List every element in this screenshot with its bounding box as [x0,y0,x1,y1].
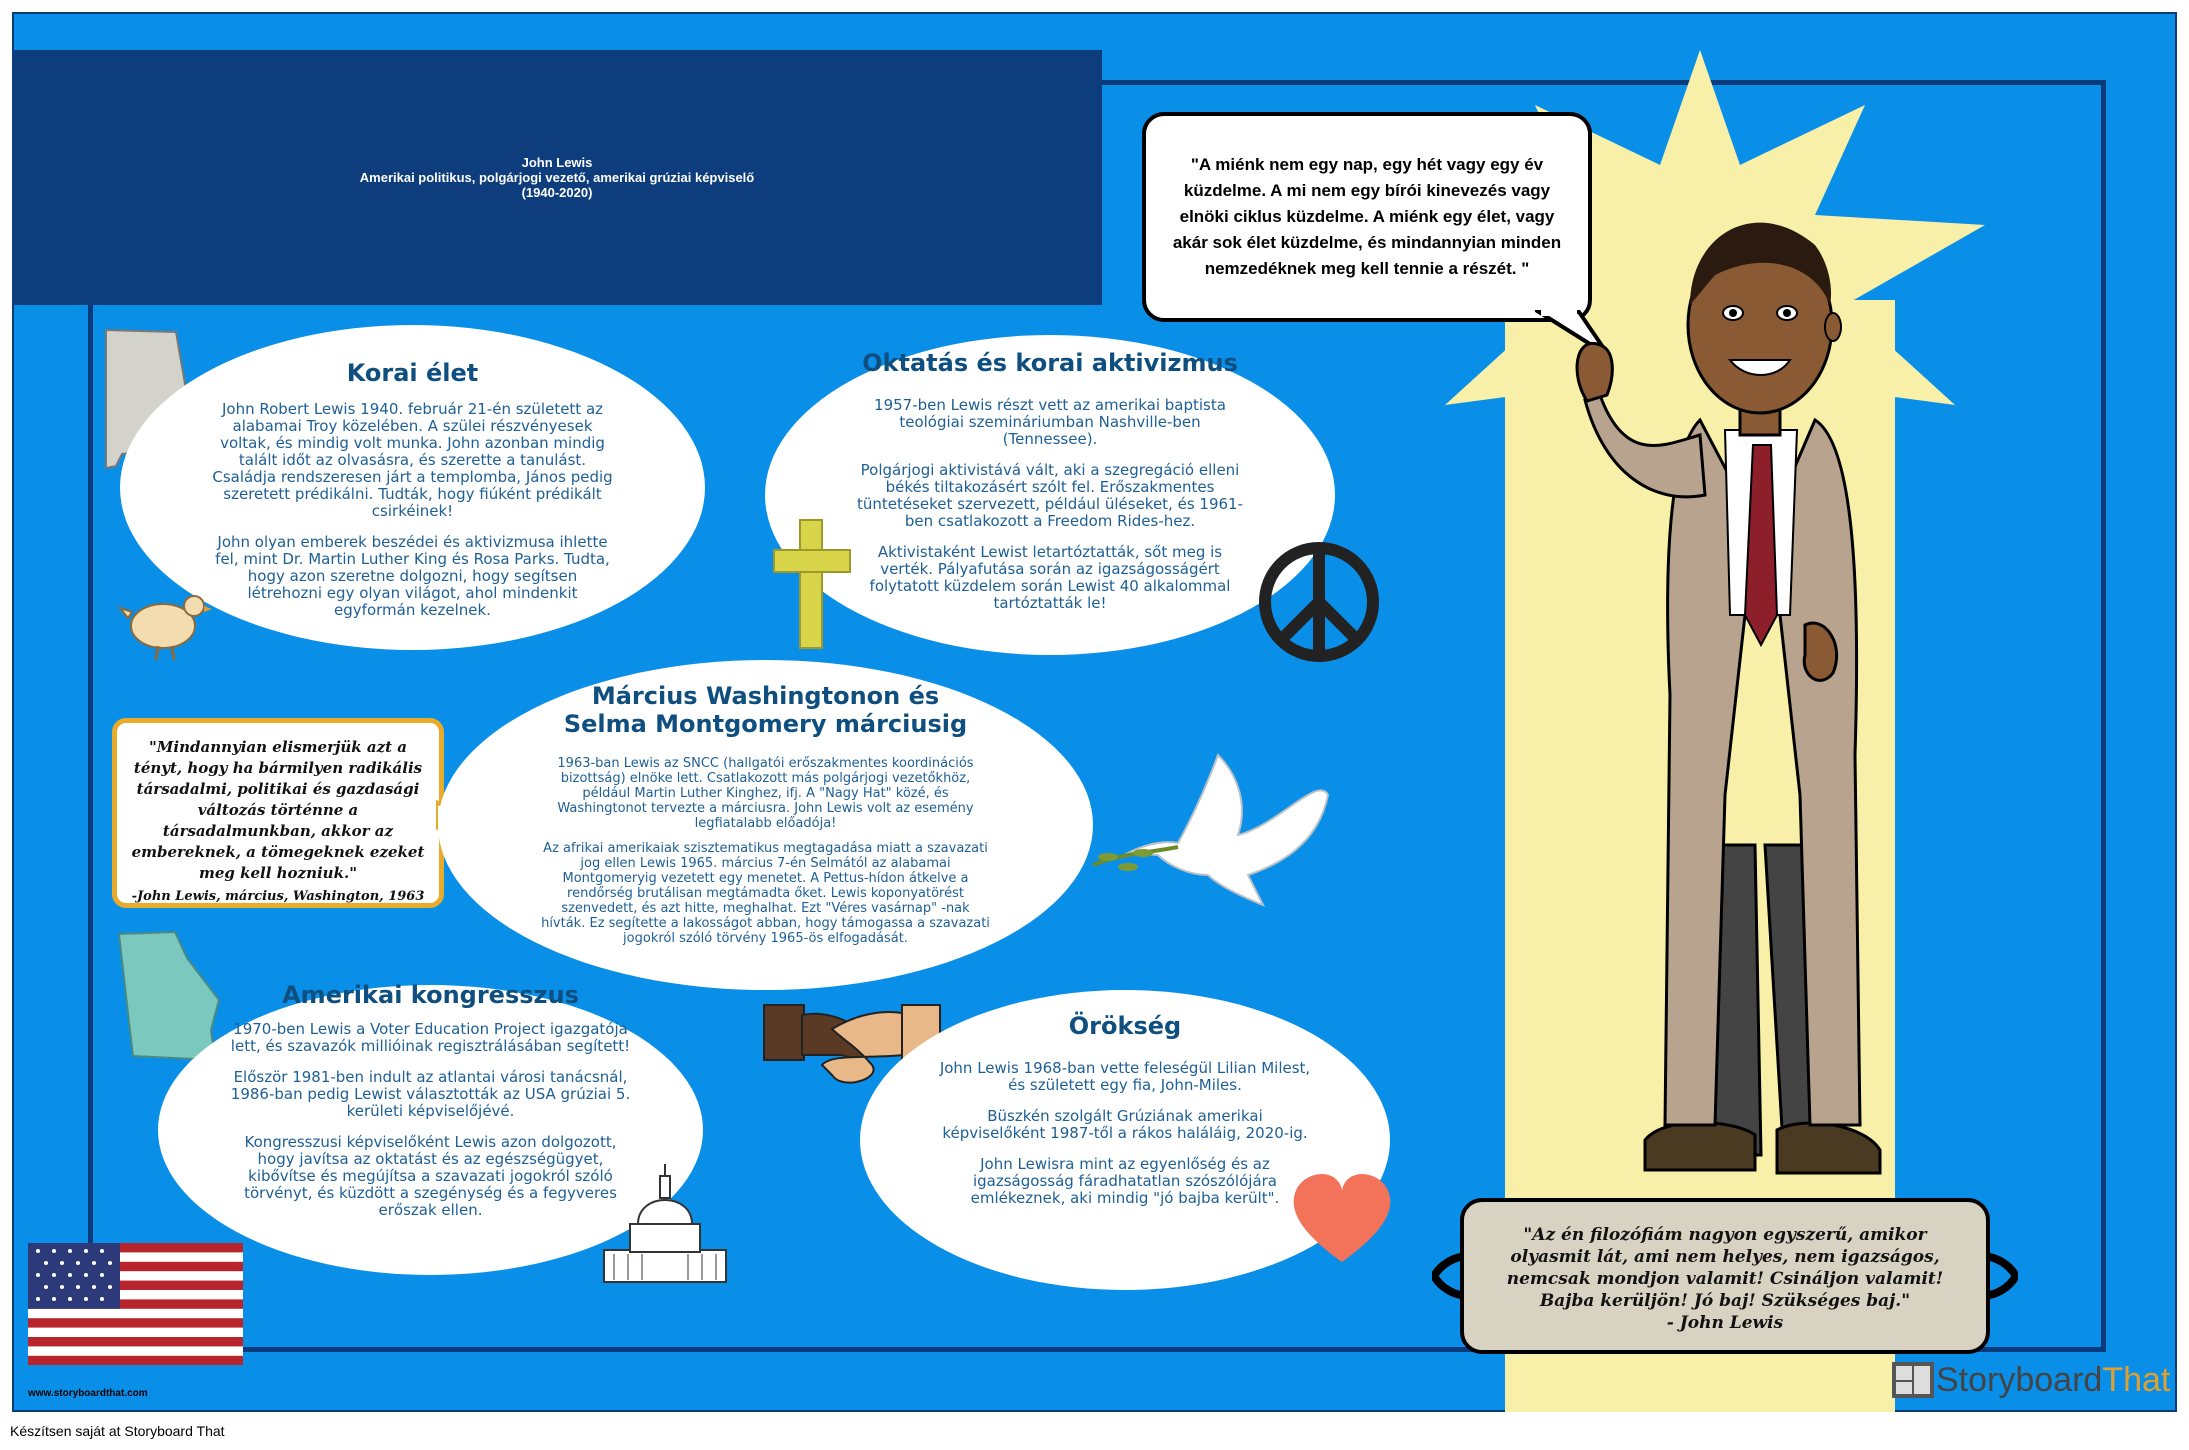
congress-text-3: Kongresszusi képviselőként Lewis azon dolgozott, hogy javítsa az oktatást és az egészségügyet, kibővítse és megújítsa a szavazati jogokról szóló törvényt, és küzdött a szegénység és a fegyveres erőszak ellen. [244,1133,617,1219]
early-life-heading: Korai élet [346,359,479,387]
march-card [438,660,1093,990]
march-text-1: 1963-ban Lewis az SNCC (hallgatói erőszakmentes koordinációs bizottság) elnöke lett. Csatlakozott más polgárjogi vezetőkhöz, például Martin Luther Kinghez, ifj. A "Nagy Hat" közé, és Washingtonot tervezte a márciusra. John Lewis volt az esemény legfiatalabb előadója! [557,756,974,831]
john-lewis-character [1515,195,1895,1180]
logo-word-storyboard: Storyboard [1936,1360,2103,1399]
quote-left-text: "Mindannyian elismerjük azt a tényt, hogy ha bármilyen radikális társadalmi, politikai és gazdasági változás történne a társadalmunkban, akkor az embereknek, a tömegeknek ezeket meg kell hozniuk." [131,738,425,882]
peace-sign-icon [1255,538,1383,666]
made-with-link[interactable]: Készítsen saját at Storyboard That [10,1423,225,1439]
site-watermark: www.storyboardthat.com [28,1388,148,1399]
congress-heading: Amerikai kongresszus [282,981,579,1009]
title-subtitle: Amerikai politikus, polgárjogi vezető, amerikai grúziai képviselő [359,170,755,185]
storyboardthat-logo [1890,1356,2175,1404]
early-life-text-1: John Robert Lewis 1940. február 21-én született az alabamai Troy közelében. A szülei részvényesek voltak, és mindig volt munka. John azonban mindig talált időt az olvasásra, és szerette a tanulást. Családja rendszeresen járt a templomba, János pedig szeretett prédikálni. Tudták, hogy fiúként prédikált csirkéinek! [212,400,613,520]
heart-icon [1290,1172,1395,1267]
title-years: (1940-2020) [521,185,593,200]
march-heading-1: Március Washingtonon és [591,682,940,710]
legacy-text-2: Büszkén szolgált Grúziának amerikai képviselőként 1987-től a rákos haláláig, 2020-ig. [942,1107,1308,1142]
education-heading: Oktatás és korai aktivizmus [862,349,1238,377]
cross-icon [772,518,852,650]
legacy-heading: Örökség [1068,1012,1182,1040]
education-text-1: 1957-ben Lewis részt vett az amerikai baptista teológiai szemináriumban Nashville-ben (Tennessee). [874,396,1226,448]
march-text-2: Az afrikai amerikaiak szisztematikus megtagadása miatt a szavazati jog ellen Lewis 1965. március 7-én Selmától az alabamai Montgomeryig vezetett egy menetet. A Pettus-hídon átkelve a rendőrség brutálisan megtámadta őket. Lewis koponyatörést szenvedett, és azt hitte, meghalhat. Ezt "Véres vasárnap" -nak hívták. Ez segítette a lakosságot abban, hogy támogassa a szavazati jogokról szóló törvény 1965-ös elfogadását. [541,841,990,946]
congress-text-1: 1970-ben Lewis a Voter Education Project igazgatója lett, és szavazók millióinak regisztrálásában segített! [230,1020,631,1055]
capitol-icon [600,1162,730,1287]
logo-icon [1890,1360,1936,1400]
quote-bottom-text: "Az én filozófiám nagyon egyszerű, amikor olyasmit lát, ami nem helyes, nem igazságos, nemcsak mondjon valamit! Csináljon valamit! Bajba kerüljön! Jó baj! Szükséges baj." [1506,1225,1944,1311]
legacy-text-1: John Lewis 1968-ban vette feleségül Lilian Milest, és született egy fia, John-Miles. [939,1059,1311,1094]
march-heading-2: Selma Montgomery márciusig [563,710,968,738]
chicken-icon [118,578,213,663]
quote-left-attribution: -John Lewis, március, Washington, 1963 [131,889,425,904]
education-text-3: Aktivistaként Lewist letartóztatták, sőt meg is verték. Pályafutása során az igazságosságért folytatott küzdelem során Lewist 40 alkalommal tartóztatták le! [869,543,1231,612]
title-panel [12,50,1102,305]
early-life-text-2: John olyan emberek beszédei és aktivizmusa ihlette fel, mint Dr. Martin Luther King és Rosa Parks. Tudta, hogy azon szeretne dolgozni, hogy segítsen létrehozni egy olyan világot, ahol mindenkit egyformán kezelnek. [215,533,610,619]
education-text-2: Polgárjogi aktivistává vált, aki a szegregáció elleni békés tiltakozásért szólt fel. Erőszakmentes tüntetéseket szervezett, például üléseket, és 1961-ben csatlakozott a Freedom Rides-hez. [857,461,1243,530]
quote-box-left [112,718,444,908]
quote-scroll-bottom [1460,1198,1990,1354]
congress-text-2: Először 1981-ben indult az atlantai városi tanácsnál, 1986-ban pedig Lewist választották az USA grúziai 5. kerületi képviselőjévé. [230,1068,631,1120]
title-name: John Lewis [521,155,593,170]
quote-bottom-attribution: - John Lewis [1666,1313,1784,1333]
us-flag-icon [28,1243,243,1365]
dove-icon [1088,735,1338,935]
logo-word-that: That [2102,1360,2171,1399]
legacy-text-3: John Lewisra mint az egyenlőség és az igazságosság fáradhatatlan szószólójára emlékeznek, aki mindig "jó bajba került". [970,1155,1280,1207]
speech-bubble-top-text: "A miénk nem egy nap, egy hét vagy egy év küzdelme. A mi nem egy bírói kinevezés vagy elnöki ciklus küzdelme. A miénk egy élet, vagy akár sok élet küzdelme, és mindannyian minden nemzedéknek meg kell tennie a részét. " [1172,155,1562,278]
